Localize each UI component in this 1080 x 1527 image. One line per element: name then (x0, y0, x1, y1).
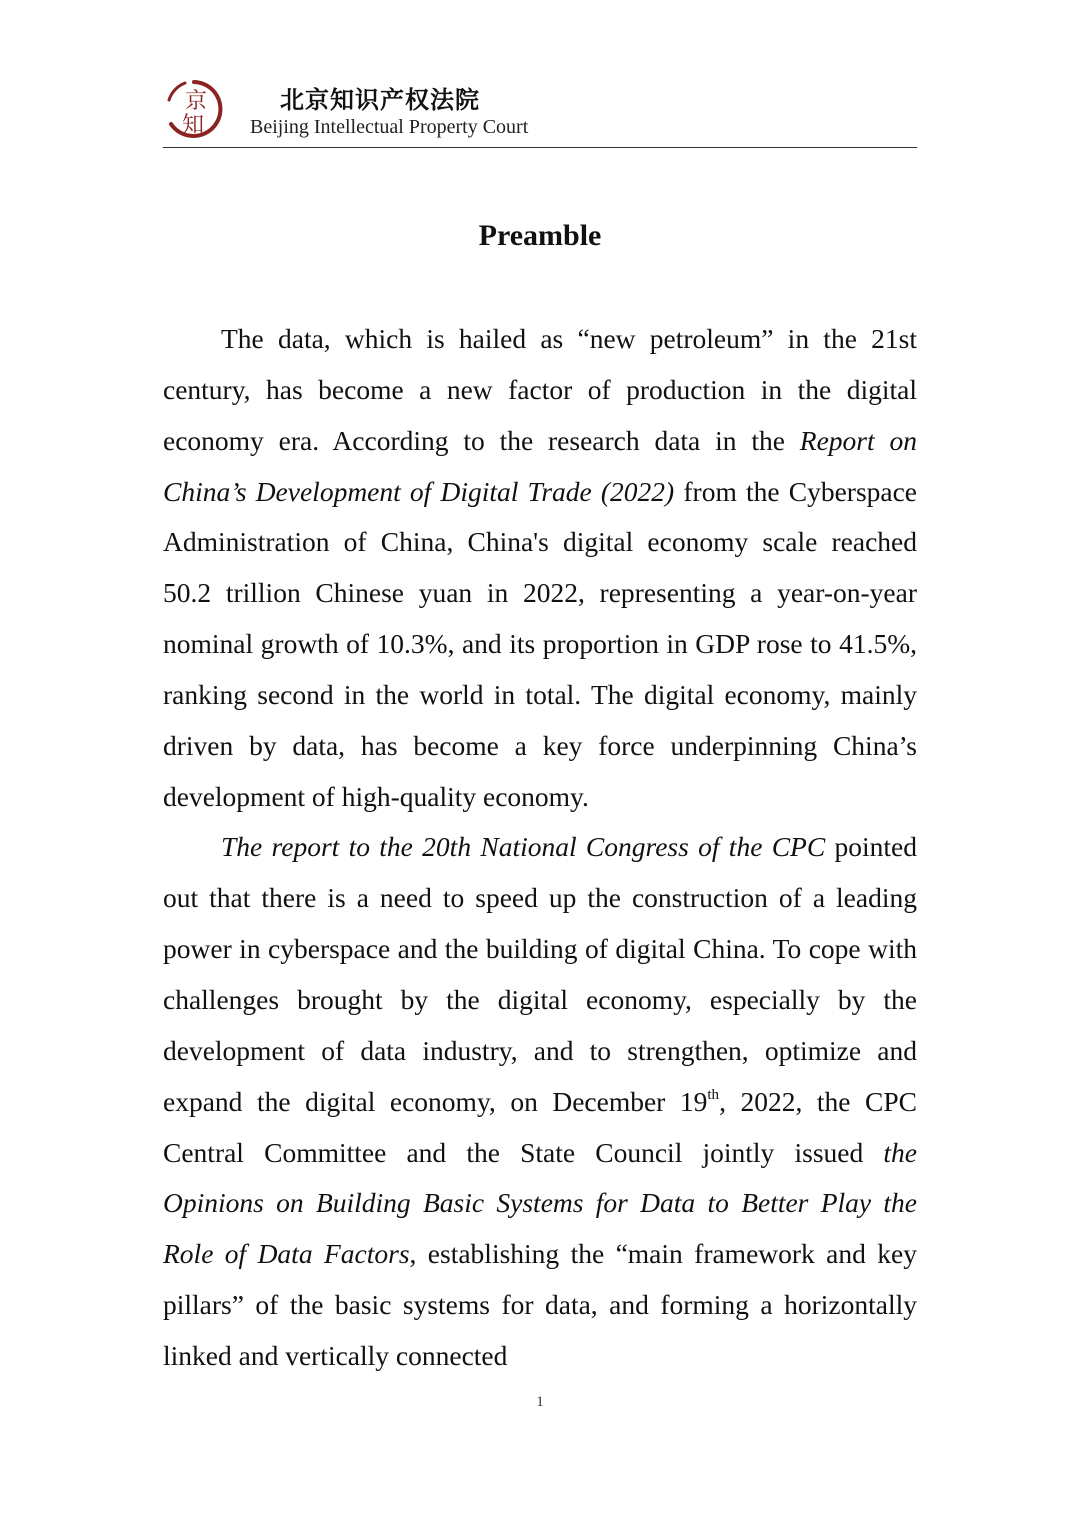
paragraph-2 (163, 822, 917, 1381)
paragraph-1-text: from the Cyberspace Administration of China, China's digital economy scale reached 50.2 trillion Chinese yuan in 2022, representing a year-on-year nominal growth of 10.3%, and its proportion in GDP rose to 41.5%, ranking second in the world in total. The digital economy, mainly driven by data, has become a key force underpinning China’s development of high-quality economy. (163, 475, 918, 812)
seal-glyph-top: 京 (184, 89, 208, 114)
header-divider (163, 147, 917, 148)
paragraph-2-text: pointed out that there is a need to speed up the construction of a leading power in cyberspace and the building of digital China. To cope with challenges brought by the digital economy, especially by the development of data industry, and to strengthen, optimize and expand the digital economy, on December 19 (163, 831, 917, 1117)
paragraph-1 (163, 314, 917, 822)
paragraph-2-text: , establishing the “main framework and key pillars” of the basic systems for data, and forming a horizontally linked and vertically connected (163, 1238, 917, 1371)
document-body (163, 314, 917, 1382)
report-title: Report on China’s Development of Digital Trade (2022) (163, 424, 917, 507)
paragraph-2-text: , 2022, the CPC Central Committee and the State Council jointly issued (163, 1085, 918, 1168)
opinions-title: the Opinions on Building Basic Systems for Data to Better Play the Role of Data Factors (163, 1136, 917, 1270)
court-seal-logo (163, 78, 225, 140)
congress-report-title: The report to the 20th National Congress of the CPC (221, 831, 826, 863)
document-header (163, 78, 917, 148)
court-name-english: Beijing Intellectual Property Court (250, 116, 529, 138)
paragraph-1-text: The data, which is hailed as “new petroleum” in the 21st century, has become a new factor of production in the digital economy era. According to the research data in the (163, 323, 917, 456)
page-number: 1 (536, 1394, 544, 1410)
court-name-chinese: 北京知识产权法院 (280, 86, 480, 114)
page-title: Preamble (478, 219, 602, 252)
seal-glyph-bottom: 知 (181, 113, 205, 138)
ordinal-suffix: th (707, 1086, 720, 1103)
